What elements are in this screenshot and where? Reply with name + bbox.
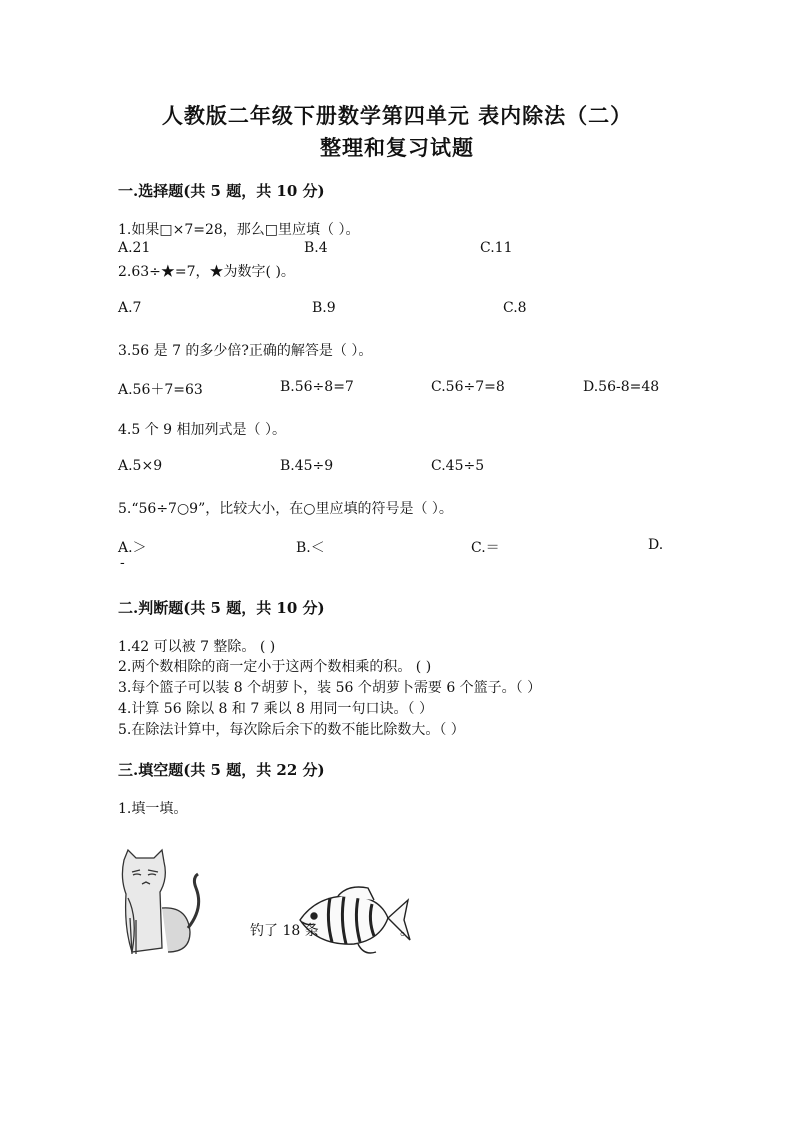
q1-option-a: A.21 xyxy=(118,240,151,256)
judge-item-3: 3.每个篮子可以装 8 个胡萝卜，装 56 个胡萝卜需要 6 个篮子。（ ） xyxy=(118,680,542,696)
q4-option-a: A.5×9 xyxy=(118,458,163,474)
question-1: 1.如果□×7=28，那么□里应填（ ）。 xyxy=(118,222,360,238)
q2-option-a: A.7 xyxy=(118,300,142,316)
judge-item-4: 4.计算 56 除以 8 和 7 乘以 8 用同一句口诀。（ ） xyxy=(118,701,433,717)
question-2: 2.63÷★=7，★为数字( )。 xyxy=(118,264,295,280)
cat-fishing-illustration xyxy=(118,848,418,960)
fill-question-1: 1.填一填。 xyxy=(118,801,188,817)
q2-option-b: B.9 xyxy=(312,300,336,316)
q1-option-c: C.11 xyxy=(480,240,513,256)
q3-option-d: D.56-8=48 xyxy=(583,379,660,395)
q5-option-b: B.＜ xyxy=(296,540,325,556)
q5-option-c: C.＝ xyxy=(471,540,500,556)
q5-option-d: D. xyxy=(648,537,664,553)
q1-option-b: B.4 xyxy=(304,240,328,256)
cat-icon xyxy=(122,850,198,954)
question-3: 3.56 是 7 的多少倍?正确的解答是（ ）。 xyxy=(118,343,373,359)
question-5: 5.“56÷7○9”，比较大小，在○里应填的符号是（ ）。 xyxy=(118,501,453,517)
page-title: 人教版二年级下册数学第四单元 表内除法（二） xyxy=(161,103,633,128)
q5-option-d-overflow: - xyxy=(120,555,125,571)
q3-option-b: B.56÷8=7 xyxy=(280,379,354,395)
q3-option-c: C.56÷7=8 xyxy=(431,379,505,395)
judge-item-5: 5.在除法计算中，每次除后余下的数不能比除数大。（ ） xyxy=(118,722,465,738)
q3-option-a: A.56＋7=63 xyxy=(118,382,203,398)
q5-option-a: A.＞ xyxy=(118,540,147,556)
fill-period: 。 xyxy=(400,923,414,939)
section-heading-choice: 一.选择题(共 5 题，共 10 分) xyxy=(118,182,325,200)
question-4: 4.5 个 9 相加列式是（ ）。 xyxy=(118,422,286,438)
section-heading-judge: 二.判断题(共 5 题，共 10 分) xyxy=(118,599,325,617)
judge-item-2: 2.两个数相除的商一定小于这两个数相乘的积。 ( ) xyxy=(118,659,432,675)
judge-item-1: 1.42 可以被 7 整除。 ( ) xyxy=(118,639,276,655)
fill-caption: 钓了 18 条 xyxy=(250,923,319,939)
q2-option-c: C.8 xyxy=(503,300,527,316)
q4-option-c: C.45÷5 xyxy=(431,458,485,474)
section-heading-fill: 三.填空题(共 5 题，共 22 分) xyxy=(118,761,325,779)
q4-option-b: B.45÷9 xyxy=(280,458,334,474)
page-subtitle: 整理和复习试题 xyxy=(320,135,474,160)
